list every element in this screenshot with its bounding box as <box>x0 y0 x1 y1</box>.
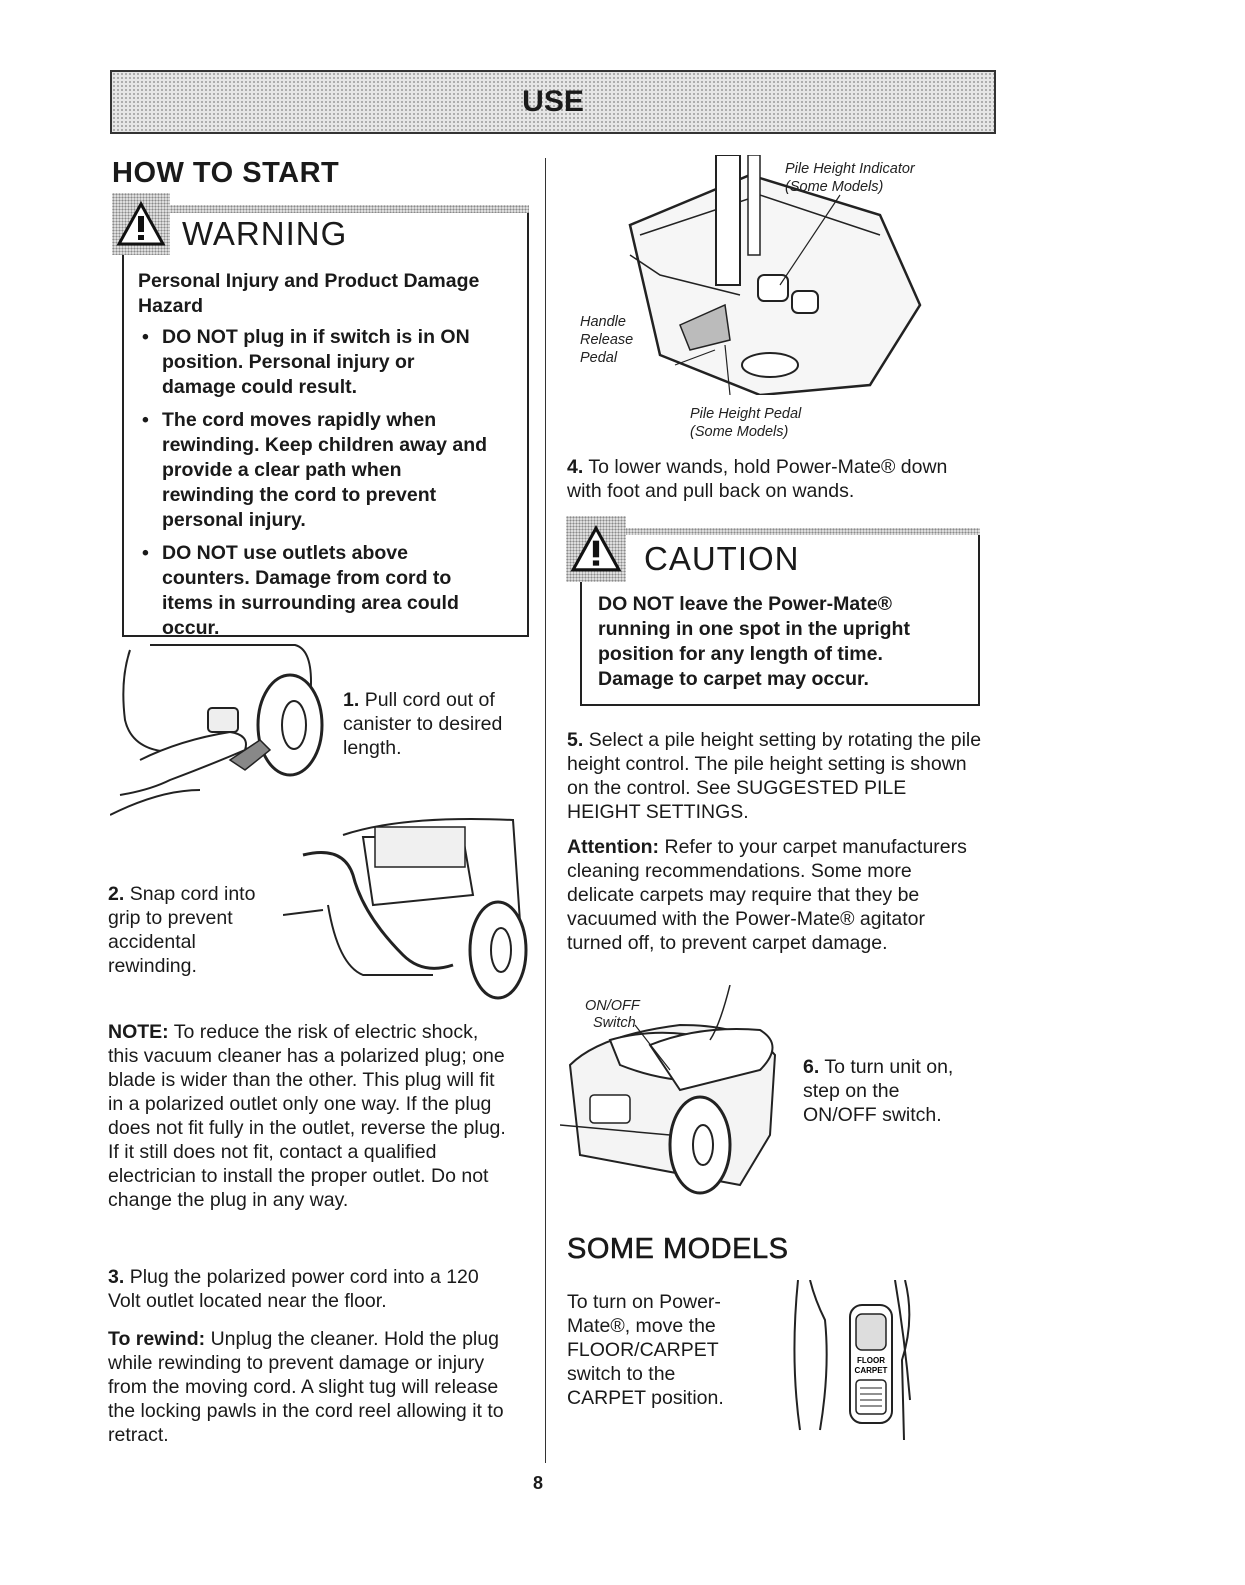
pile-pedal-sub: (Some Models) <box>690 424 789 440</box>
step-3-text: Plug the polarized power cord into a 120 Volt outlet located near the floor. <box>108 1266 479 1312</box>
handle-release-label <box>580 313 633 367</box>
step-2-number: 2. <box>108 883 125 905</box>
how-to-start-heading: HOW TO START <box>112 157 340 189</box>
floor-carpet-switch-illustration <box>790 1280 920 1440</box>
rewind-text: Unplug the cleaner. Hold the plug while rewinding to prevent damage or injury from the moving cord. A slight tug will release the locking pawls in the cord reel allowing it to retract. <box>108 1328 504 1446</box>
step-5-number: 5. <box>567 729 584 751</box>
step-5 <box>567 728 982 824</box>
warning-item: • The cord moves rapidly when rewinding. Keep children away and provide a clear path when rewinding the cord to prevent personal injury. <box>138 408 488 533</box>
warning-hazard: Personal Injury and Product Damage Hazard <box>138 270 480 317</box>
warning-item: • DO NOT use outlets above counters. Damage from cord to items in surrounding area could occur. <box>138 541 488 641</box>
caution-triangle-icon <box>570 525 622 573</box>
step-1 <box>343 688 528 760</box>
caution-header-band <box>580 528 980 535</box>
pile-pedal-label <box>690 405 801 441</box>
warning-title: WARNING <box>182 215 348 252</box>
caution-icon-box <box>566 516 626 582</box>
switch-label-line: Switch <box>593 1015 636 1031</box>
rewind-label: To rewind: <box>108 1328 206 1350</box>
section-banner <box>110 70 996 134</box>
warning-item: • DO NOT plug in if switch is in ON position. Personal injury or damage could result. <box>138 325 488 400</box>
note-paragraph <box>108 1020 513 1212</box>
pile-indicator-label <box>785 160 915 196</box>
warning-icon-box <box>112 193 170 255</box>
step-2-text: Snap cord into grip to prevent accidental rewinding. <box>108 883 256 977</box>
handle-release-line: Release <box>580 332 634 348</box>
step-3 <box>108 1265 513 1313</box>
cord-grip-illustration <box>283 815 528 1005</box>
step-5-text: Select a pile height setting by rotating the pile height control. The pile height setting is shown on the control. See SUGGESTED PILE HEIGHT SETTINGS. <box>567 729 982 823</box>
warning-header-band <box>122 205 529 213</box>
step-6 <box>803 1055 978 1127</box>
caution-box <box>580 528 980 706</box>
switch-label-line: ON/OFF <box>585 998 640 1014</box>
caution-text: DO NOT leave the Power-Mate® running in one spot in the upright position for any length of time. Damage to carpet may occur. <box>598 593 910 690</box>
step-4-text: To lower wands, hold Power-Mate® down with foot and pull back on wands. <box>567 456 948 502</box>
some-models-text: To turn on Power-Mate®, move the FLOOR/CARPET switch to the CARPET position. <box>567 1291 724 1409</box>
step-1-number: 1. <box>343 689 360 711</box>
step-2 <box>108 882 283 978</box>
pile-indicator-sub: (Some Models) <box>785 179 884 195</box>
handle-release-line: Pedal <box>580 350 618 366</box>
attention-label: Attention: <box>567 836 660 858</box>
banner-title: USE <box>522 85 584 118</box>
pull-cord-illustration <box>110 640 335 825</box>
page-number: 8 <box>533 1473 544 1493</box>
column-divider <box>545 158 546 1463</box>
step-1-text: Pull cord out of canister to desired length. <box>343 689 503 759</box>
step-3-number: 3. <box>108 1266 125 1288</box>
warning-list <box>138 325 488 649</box>
step-4-number: 4. <box>567 456 584 478</box>
step-6-number: 6. <box>803 1056 820 1078</box>
pile-pedal-title: Pile Height Pedal <box>690 406 802 422</box>
attention-text: Refer to your carpet manufacturers cleaning recommendations. Some more delicate carpets may require that they be vacuumed with the Power-Mate® agitator turned off, to prevent carpet damage. <box>567 836 967 954</box>
switch-carpet-text: CARPET <box>854 1366 888 1375</box>
note-text: To reduce the risk of electric shock, this vacuum cleaner has a polarized plug; one blade is wider than the other. This plug will fit in a polarized outlet only one way. If the plug does not fit fully in the outlet, reverse the plug. If it still does not fit, contact a qualified electrician to install the proper outlet. Do not change the plug in any way. <box>108 1021 506 1211</box>
step-4 <box>567 455 977 503</box>
attention-paragraph <box>567 835 982 955</box>
on-off-switch-illustration <box>560 985 790 1205</box>
step-6-text: To turn unit on, step on the ON/OFF switch. <box>803 1056 954 1126</box>
caution-title: CAUTION <box>644 540 800 577</box>
warning-triangle-icon <box>116 201 166 247</box>
switch-floor-text: FLOOR <box>857 1356 885 1365</box>
rewind-paragraph <box>108 1327 513 1447</box>
handle-release-line: Handle <box>580 314 626 330</box>
warning-box <box>122 205 529 637</box>
note-label: NOTE: <box>108 1021 169 1043</box>
some-models-heading: SOME MODELS <box>567 1233 789 1265</box>
pile-indicator-title: Pile Height Indicator <box>785 161 915 177</box>
